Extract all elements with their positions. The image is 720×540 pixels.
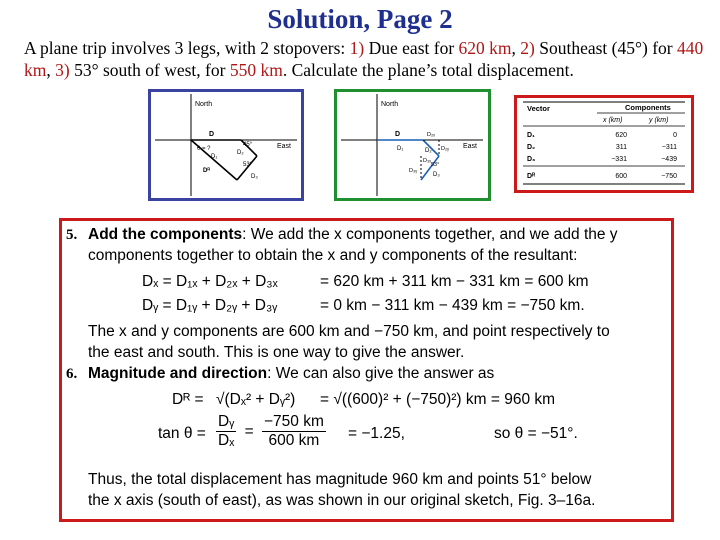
table-cell-x: −331	[611, 156, 627, 163]
d2y-label: D₂ᵧ	[441, 146, 449, 152]
equation-dy-lhs: Dᵧ = D₁ᵧ + D₂ᵧ + D₃ᵧ	[142, 297, 278, 314]
table-total-row	[527, 173, 677, 180]
table-cell-x: 620	[615, 132, 627, 139]
east-label: East	[463, 143, 478, 150]
tan-fraction-1: $\frac{\text{Dᵧ}}{\text{Dₓ}}$ = $\frac{-750 km}{600 km}$	[218, 413, 324, 449]
table-cell-y: −439	[661, 156, 677, 163]
equation-dx-rhs: = 620 km + 311 km − 331 km = 600 km	[320, 273, 589, 290]
table-cell-x: 600	[615, 173, 627, 180]
figure-component-sketch	[334, 89, 491, 201]
table-subheader-x: x (km)	[603, 117, 623, 124]
leg-distance: 550 km	[229, 60, 283, 80]
table-cell-x: 311	[615, 144, 627, 151]
step-line	[88, 365, 494, 383]
leg-number: 2)	[520, 38, 535, 58]
leg-distance: 620 km	[458, 38, 512, 58]
east-label: East	[277, 143, 292, 150]
problem-text: ,	[46, 60, 56, 80]
problem-text: 53° south of west, for	[69, 60, 230, 80]
step-line	[88, 226, 618, 244]
leg-number: 1)	[349, 38, 365, 58]
north-label: North	[381, 101, 399, 108]
step-text: components together to obtain the x and y components of the resultant:	[88, 247, 578, 264]
component-sketch-svg	[337, 92, 488, 198]
leg-distance: 440 km	[24, 38, 704, 80]
table-cell-vector: D₁	[527, 132, 535, 139]
step-heading: Magnitude and direction	[88, 365, 268, 382]
d-label: D	[209, 131, 215, 138]
step-heading: Add the components	[88, 226, 243, 243]
solution-box	[59, 218, 674, 522]
step-number: 6.	[66, 366, 78, 382]
fraction-numerator: Dᵧ	[216, 413, 236, 432]
angle-45-label: 45°	[243, 142, 253, 148]
conclusion-text: the x axis (south of east), as was shown in our original sketch, Fig. 3–16a.	[88, 492, 596, 509]
d2-label: D₂	[425, 148, 432, 154]
problem-text: ,	[511, 38, 521, 58]
table-cell-vector: D₃	[527, 156, 536, 163]
table-row	[527, 144, 677, 151]
step-text: the east and south. This is one way to give the answer.	[88, 344, 465, 361]
d3x-label: D₃ₓ	[423, 158, 432, 164]
angle-53-label: 53°	[243, 162, 253, 168]
table-cell-y: −750	[661, 173, 677, 180]
step-text: The x and y components are 600 km and −750 km, and point respectively to	[88, 323, 610, 340]
theta-label: θ = ?	[197, 146, 211, 152]
d-label: D	[395, 131, 401, 138]
figure-vector-sketch	[148, 89, 304, 201]
d3-label: D₃	[433, 172, 440, 178]
step-text: : We add the x components together, and we add the y	[242, 226, 618, 243]
equation-dy-rhs: = 0 km − 311 km − 439 km = −750 km.	[320, 297, 585, 314]
table-header-components: Components	[625, 103, 671, 112]
d2x-label: D₂ₓ	[427, 132, 435, 138]
table-row	[527, 132, 677, 139]
fraction-denominator: 600 km	[268, 432, 320, 449]
north-label: North	[195, 101, 213, 108]
equation-dx-lhs: Dₓ = D₁ₓ + D₂ₓ + D₃ₓ	[142, 273, 278, 290]
page-title: Solution, Page 2	[267, 4, 453, 34]
fraction-denominator: Dₓ	[218, 432, 235, 449]
components-table-svg	[517, 98, 691, 190]
magnitude-sqrt: √(Dₓ² + Dᵧ²)	[216, 391, 296, 408]
angle-label: 53°	[431, 162, 440, 168]
d3y-label: D₃ᵧ	[409, 168, 417, 174]
table-cell-y: 0	[673, 132, 677, 139]
d1-label: D₁	[397, 146, 404, 152]
problem-text: A plane trip involves 3 legs, with 2 stopovers:	[24, 38, 350, 58]
conclusion-text: Thus, the total displacement has magnitude 960 km and points 51° below	[88, 471, 592, 488]
table-cell-y: −311	[661, 144, 677, 151]
step-number: 5.	[66, 227, 78, 243]
theta-result: so θ = −51°.	[494, 425, 578, 442]
vector-sketch-svg	[151, 92, 301, 198]
table-subheader-y: y (km)	[649, 117, 669, 124]
tan-result: = −1.25,	[348, 425, 405, 442]
table-cell-vector: D₂	[527, 144, 536, 151]
problem-statement	[24, 37, 704, 81]
components-table	[514, 95, 694, 193]
problem-text: Due east for	[364, 38, 459, 58]
leg-number: 3)	[55, 60, 70, 80]
d2-label: D₂	[237, 150, 244, 156]
fraction-numerator: −750 km	[263, 413, 324, 430]
table-cell-vector: Dᴿ	[527, 173, 536, 180]
tan-lhs: tan θ =	[158, 425, 206, 442]
d3-label: D₃	[251, 174, 258, 180]
d1-label: D₁	[211, 154, 218, 160]
dr-label: Dᴿ	[203, 168, 211, 174]
problem-text: Southeast (45°) for	[534, 38, 677, 58]
problem-text: . Calculate the plane’s total displacement.	[282, 60, 574, 80]
table-header-vector: Vector	[527, 104, 550, 113]
table-row	[527, 156, 677, 163]
magnitude-result: = √((600)² + (−750)²) km = 960 km	[320, 391, 556, 408]
step-text: : We can also give the answer as	[267, 365, 495, 382]
magnitude-lhs: Dᴿ =	[172, 391, 204, 408]
